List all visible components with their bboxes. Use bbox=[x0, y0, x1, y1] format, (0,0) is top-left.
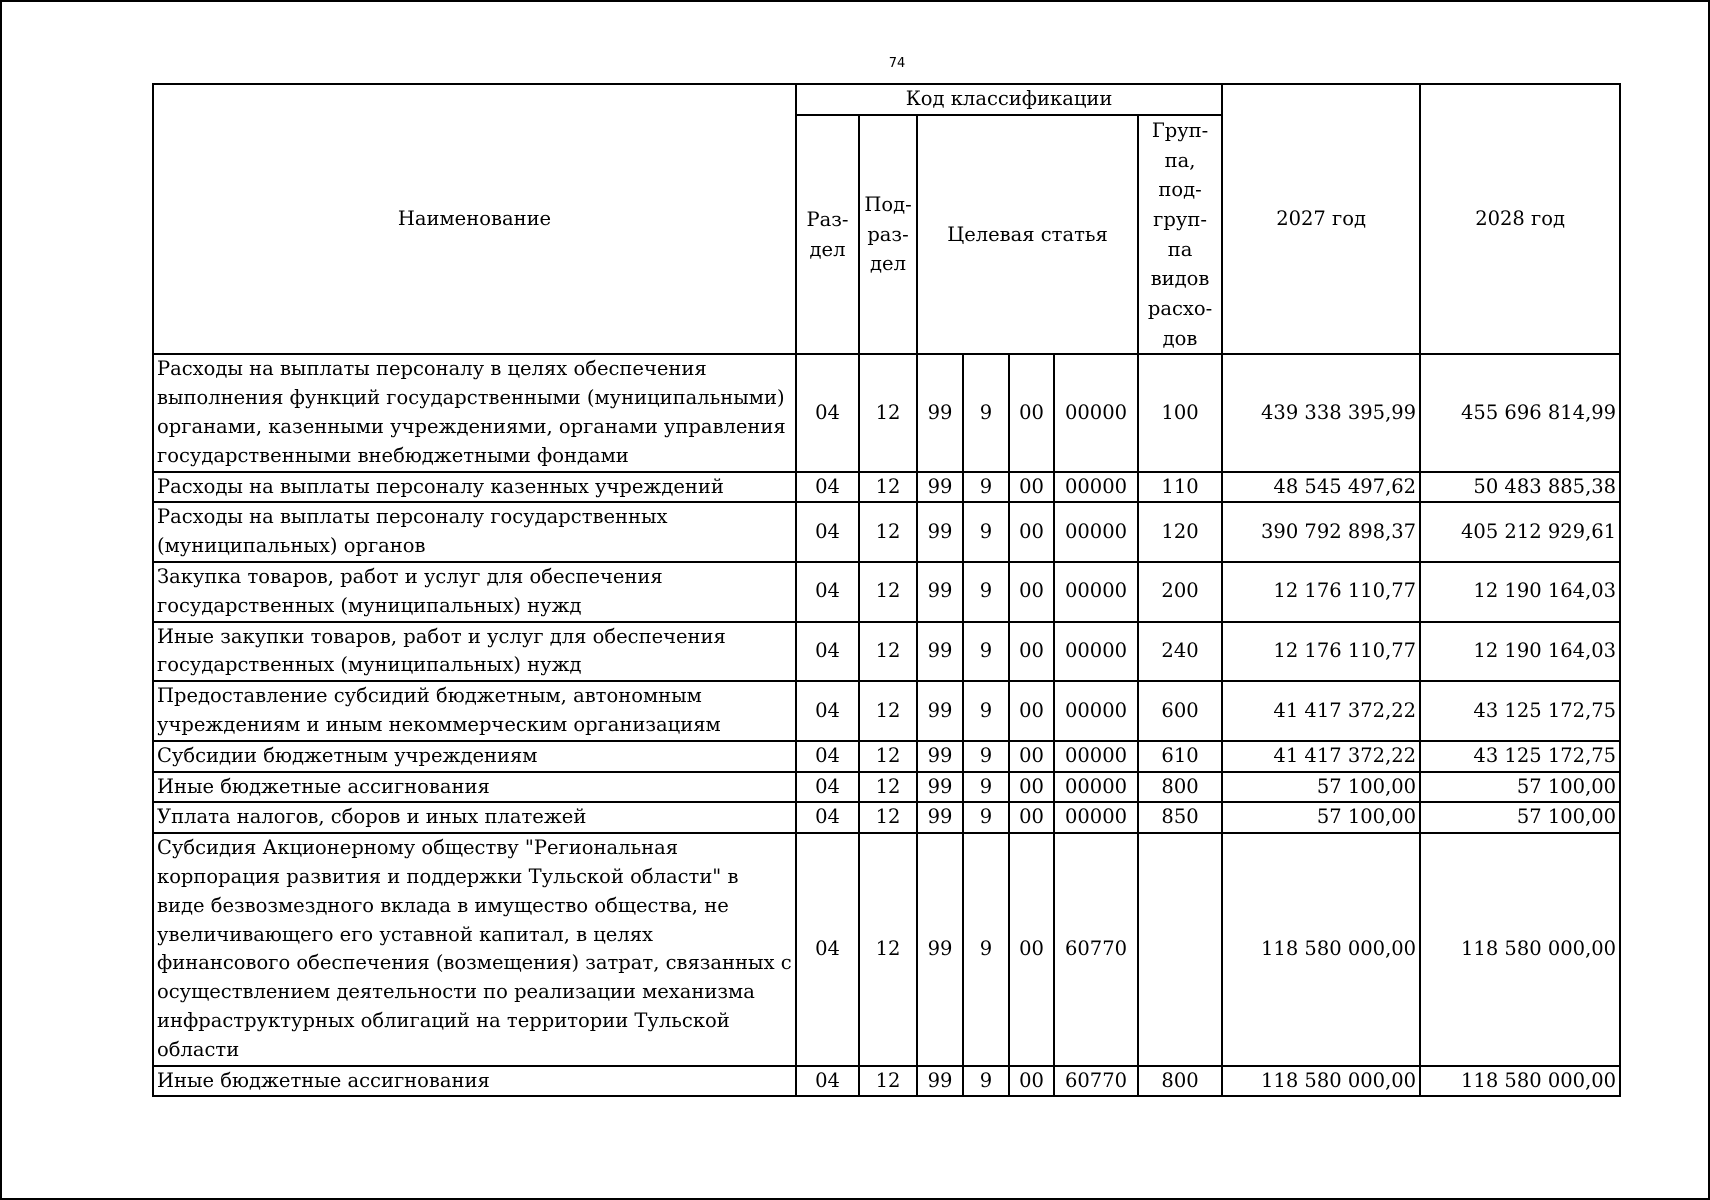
row-group: 800 bbox=[1138, 1066, 1222, 1097]
row-target-3: 00 bbox=[1009, 354, 1054, 471]
table-row bbox=[153, 802, 1620, 833]
row-target-2: 9 bbox=[963, 833, 1009, 1065]
row-value-2027: 41 417 372,22 bbox=[1222, 681, 1420, 741]
row-podrazdel: 12 bbox=[859, 502, 917, 562]
table-body bbox=[153, 354, 1620, 1096]
row-target-1: 99 bbox=[917, 681, 963, 741]
table-row bbox=[153, 472, 1620, 503]
row-target-3: 00 bbox=[1009, 833, 1054, 1065]
row-value-2027: 12 176 110,77 bbox=[1222, 622, 1420, 682]
row-razdel: 04 bbox=[796, 833, 859, 1065]
row-value-2028: 118 580 000,00 bbox=[1420, 833, 1620, 1065]
row-target-2: 9 bbox=[963, 562, 1009, 622]
header-target-article: Целевая статья bbox=[917, 115, 1138, 355]
table-row bbox=[153, 681, 1620, 741]
row-razdel: 04 bbox=[796, 741, 859, 772]
row-value-2027: 57 100,00 bbox=[1222, 772, 1420, 803]
row-target-4: 00000 bbox=[1054, 354, 1138, 471]
row-value-2027: 118 580 000,00 bbox=[1222, 833, 1420, 1065]
table-row bbox=[153, 772, 1620, 803]
row-name: Расходы на выплаты персоналу казенных учреждений bbox=[153, 472, 796, 503]
row-target-3: 00 bbox=[1009, 741, 1054, 772]
row-value-2028: 405 212 929,61 bbox=[1420, 502, 1620, 562]
row-target-2: 9 bbox=[963, 681, 1009, 741]
row-value-2027: 390 792 898,37 bbox=[1222, 502, 1420, 562]
row-value-2027: 118 580 000,00 bbox=[1222, 1066, 1420, 1097]
table-row bbox=[153, 833, 1620, 1065]
row-razdel: 04 bbox=[796, 802, 859, 833]
row-name: Иные бюджетные ассигнования bbox=[153, 772, 796, 803]
table-row bbox=[153, 562, 1620, 622]
row-target-2: 9 bbox=[963, 1066, 1009, 1097]
row-target-3: 00 bbox=[1009, 1066, 1054, 1097]
row-name: Субсидии бюджетным учреждениям bbox=[153, 741, 796, 772]
row-value-2028: 12 190 164,03 bbox=[1420, 562, 1620, 622]
row-target-4: 00000 bbox=[1054, 622, 1138, 682]
row-value-2027: 439 338 395,99 bbox=[1222, 354, 1420, 471]
row-podrazdel: 12 bbox=[859, 741, 917, 772]
row-target-4: 60770 bbox=[1054, 833, 1138, 1065]
table-row bbox=[153, 354, 1620, 471]
header-expense-group: Груп-па, под-груп-па видов расхо-дов bbox=[1138, 115, 1222, 355]
row-podrazdel: 12 bbox=[859, 1066, 917, 1097]
row-value-2027: 41 417 372,22 bbox=[1222, 741, 1420, 772]
row-target-1: 99 bbox=[917, 772, 963, 803]
row-name: Расходы на выплаты персоналу в целях обеспечения выполнения функций государственными (муниципальными) органами, казенными учреждениями, органами управления государственными внебюджетными фондами bbox=[153, 354, 796, 471]
row-razdel: 04 bbox=[796, 502, 859, 562]
row-target-1: 99 bbox=[917, 802, 963, 833]
header-razdel: Раз-дел bbox=[796, 115, 859, 355]
header-name: Наименование bbox=[153, 84, 796, 354]
row-razdel: 04 bbox=[796, 681, 859, 741]
row-group: 240 bbox=[1138, 622, 1222, 682]
row-value-2028: 455 696 814,99 bbox=[1420, 354, 1620, 471]
row-value-2028: 43 125 172,75 bbox=[1420, 681, 1620, 741]
row-target-2: 9 bbox=[963, 354, 1009, 471]
row-group: 600 bbox=[1138, 681, 1222, 741]
row-target-3: 00 bbox=[1009, 562, 1054, 622]
row-target-3: 00 bbox=[1009, 681, 1054, 741]
header-year-2027: 2027 год bbox=[1222, 84, 1420, 354]
row-target-1: 99 bbox=[917, 354, 963, 471]
header-code-classification: Код классификации bbox=[796, 84, 1222, 115]
row-razdel: 04 bbox=[796, 562, 859, 622]
row-group: 800 bbox=[1138, 772, 1222, 803]
row-target-4: 00000 bbox=[1054, 502, 1138, 562]
row-target-2: 9 bbox=[963, 622, 1009, 682]
row-group: 850 bbox=[1138, 802, 1222, 833]
row-podrazdel: 12 bbox=[859, 354, 917, 471]
row-target-2: 9 bbox=[963, 772, 1009, 803]
row-target-1: 99 bbox=[917, 741, 963, 772]
row-name: Иные закупки товаров, работ и услуг для обеспечения государственных (муниципальных) нужд bbox=[153, 622, 796, 682]
row-podrazdel: 12 bbox=[859, 472, 917, 503]
row-name: Уплата налогов, сборов и иных платежей bbox=[153, 802, 796, 833]
row-target-3: 00 bbox=[1009, 802, 1054, 833]
row-target-4: 60770 bbox=[1054, 1066, 1138, 1097]
row-name: Расходы на выплаты персоналу государственных (муниципальных) органов bbox=[153, 502, 796, 562]
header-podrazdel: Под-раз-дел bbox=[859, 115, 917, 355]
row-razdel: 04 bbox=[796, 354, 859, 471]
row-razdel: 04 bbox=[796, 622, 859, 682]
row-razdel: 04 bbox=[796, 1066, 859, 1097]
row-podrazdel: 12 bbox=[859, 802, 917, 833]
row-podrazdel: 12 bbox=[859, 772, 917, 803]
row-podrazdel: 12 bbox=[859, 562, 917, 622]
row-podrazdel: 12 bbox=[859, 833, 917, 1065]
row-group: 120 bbox=[1138, 502, 1222, 562]
row-target-4: 00000 bbox=[1054, 772, 1138, 803]
row-value-2027: 12 176 110,77 bbox=[1222, 562, 1420, 622]
row-name: Субсидия Акционерному обществу "Региональная корпорация развития и поддержки Тульской области" в виде безвозмездного вклада в имущество общества, не увеличивающего его уставной капитал, в целях финансового обеспечения (возмещения) затрат, связанных с осуществлением деятельности по реализации механизма инфраструктурных облигаций на территории Тульской области bbox=[153, 833, 796, 1065]
header-year-2028: 2028 год bbox=[1420, 84, 1620, 354]
row-razdel: 04 bbox=[796, 472, 859, 503]
table-row bbox=[153, 622, 1620, 682]
row-value-2028: 118 580 000,00 bbox=[1420, 1066, 1620, 1097]
row-value-2027: 48 545 497,62 bbox=[1222, 472, 1420, 503]
row-name: Закупка товаров, работ и услуг для обеспечения государственных (муниципальных) нужд bbox=[153, 562, 796, 622]
row-razdel: 04 bbox=[796, 772, 859, 803]
row-group bbox=[1138, 833, 1222, 1065]
row-group: 200 bbox=[1138, 562, 1222, 622]
row-target-1: 99 bbox=[917, 622, 963, 682]
row-target-4: 00000 bbox=[1054, 472, 1138, 503]
row-value-2028: 50 483 885,38 bbox=[1420, 472, 1620, 503]
row-group: 110 bbox=[1138, 472, 1222, 503]
row-podrazdel: 12 bbox=[859, 622, 917, 682]
row-target-1: 99 bbox=[917, 502, 963, 562]
row-target-3: 00 bbox=[1009, 622, 1054, 682]
row-target-4: 00000 bbox=[1054, 562, 1138, 622]
row-group: 610 bbox=[1138, 741, 1222, 772]
header-row-1 bbox=[153, 84, 1620, 115]
row-target-2: 9 bbox=[963, 502, 1009, 562]
row-target-3: 00 bbox=[1009, 502, 1054, 562]
row-target-3: 00 bbox=[1009, 772, 1054, 803]
table-row bbox=[153, 1066, 1620, 1097]
row-target-3: 00 bbox=[1009, 472, 1054, 503]
row-target-1: 99 bbox=[917, 472, 963, 503]
page-number: 74 bbox=[888, 56, 906, 71]
row-target-4: 00000 bbox=[1054, 802, 1138, 833]
row-target-2: 9 bbox=[963, 741, 1009, 772]
row-value-2027: 57 100,00 bbox=[1222, 802, 1420, 833]
table-row bbox=[153, 502, 1620, 562]
row-name: Предоставление субсидий бюджетным, автономным учреждениям и иным некоммерческим организациям bbox=[153, 681, 796, 741]
row-target-2: 9 bbox=[963, 802, 1009, 833]
row-podrazdel: 12 bbox=[859, 681, 917, 741]
row-value-2028: 43 125 172,75 bbox=[1420, 741, 1620, 772]
row-target-1: 99 bbox=[917, 833, 963, 1065]
table-row bbox=[153, 741, 1620, 772]
budget-table bbox=[152, 83, 1621, 1097]
row-target-4: 00000 bbox=[1054, 681, 1138, 741]
row-target-1: 99 bbox=[917, 1066, 963, 1097]
row-group: 100 bbox=[1138, 354, 1222, 471]
row-value-2028: 57 100,00 bbox=[1420, 802, 1620, 833]
row-target-1: 99 bbox=[917, 562, 963, 622]
row-name: Иные бюджетные ассигнования bbox=[153, 1066, 796, 1097]
row-target-2: 9 bbox=[963, 472, 1009, 503]
row-target-4: 00000 bbox=[1054, 741, 1138, 772]
row-value-2028: 12 190 164,03 bbox=[1420, 622, 1620, 682]
row-value-2028: 57 100,00 bbox=[1420, 772, 1620, 803]
